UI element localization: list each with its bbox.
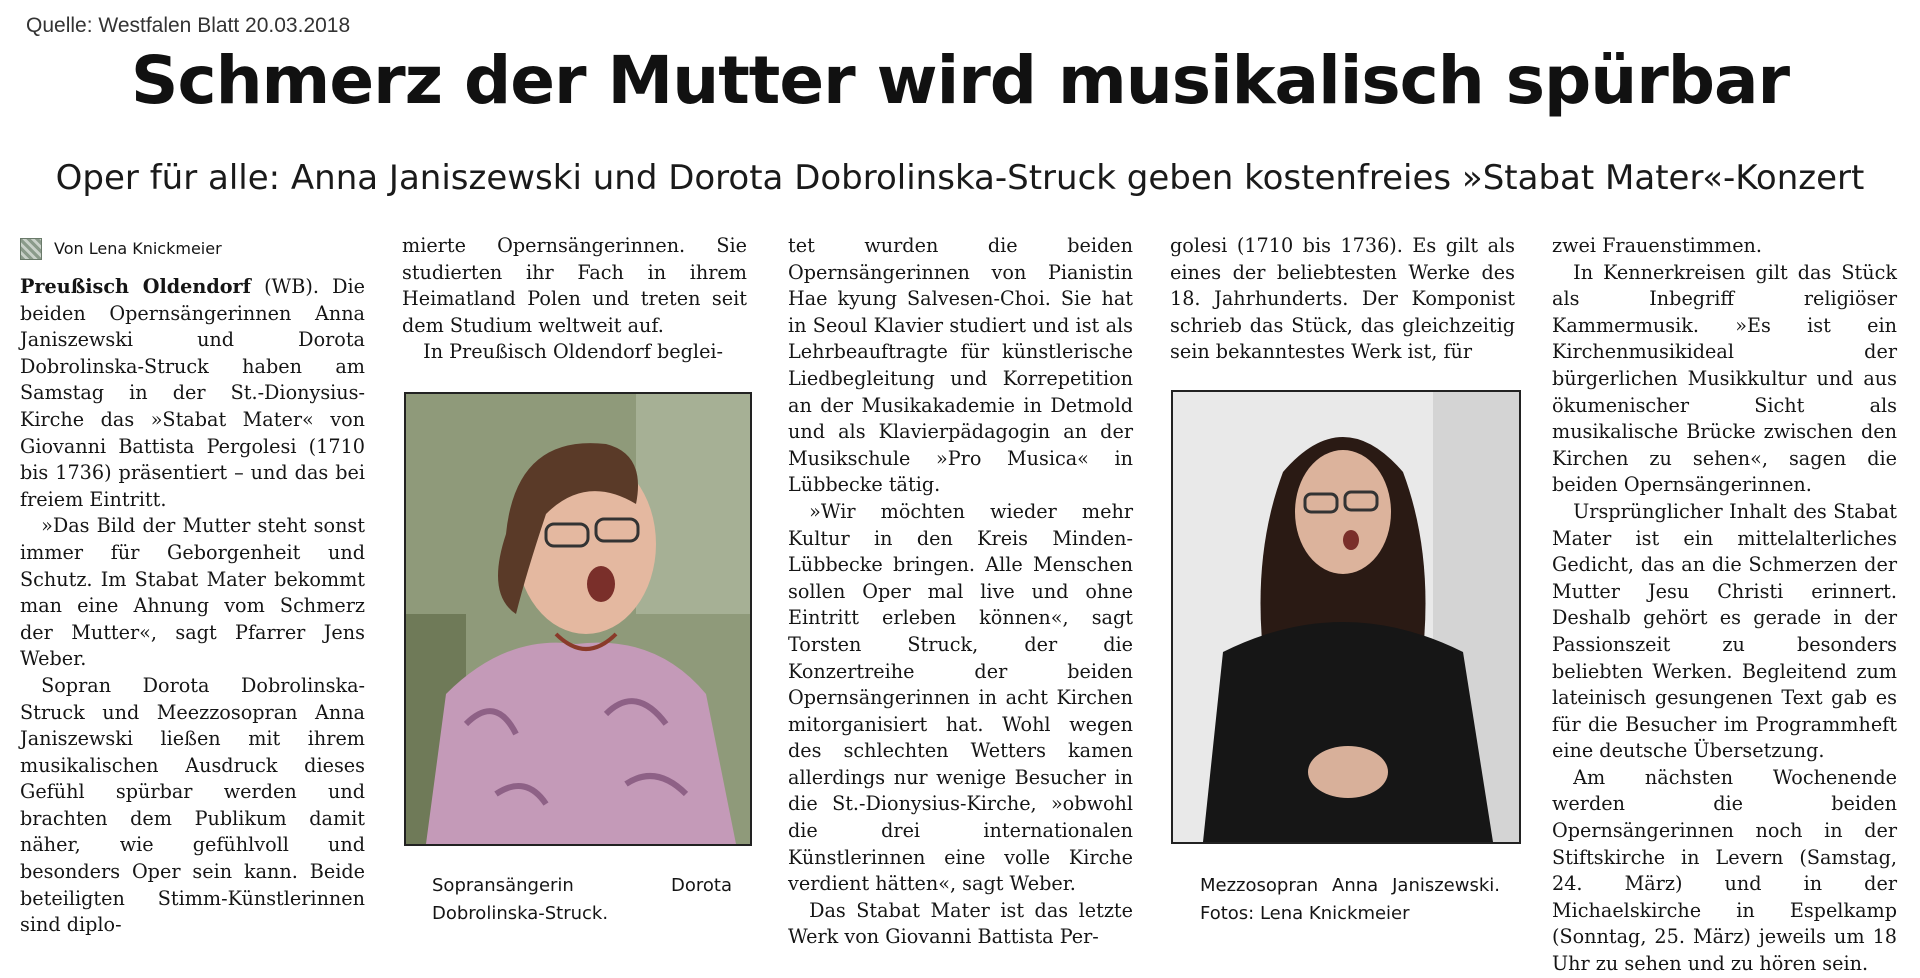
paragraph: golesi (1710 bis 1736). Es gilt als eines der beliebtesten Werke des 18. Jahrhunderts. Der Komponist schrieb das Stück, das gleichzeitig sein bekanntestes Werk ist, für [1170, 234, 1515, 364]
paragraph [20, 274, 365, 513]
article-column-5 [1552, 233, 1897, 976]
soprano-illustration [406, 394, 750, 844]
paragraph: In Preußisch Oldendorf beglei- [423, 340, 724, 364]
paragraph: tet wurden die beiden Opernsängerinnen von Pianistin Hae kyung Salvesen-Choi. Sie hat in Seoul Klavier studiert und ist als Lehrbeauftragte für künstlerische Liedbegleitung und Korrepetition an der Musikakademie in Detmold und als Klavierpädagogin an der Musikschule »Pro Musica« in Lübbecke tätig. [788, 234, 1133, 497]
paragraph: In Kennerkreisen gilt das Stück als Inbegriff religiöser Kammermusik. »Es ist ein Kirchenmusikideal der bürgerlichen Musikkultur und aus ökumenischer Sicht als musikalische Brücke zwischen den Kirchen zu sehen«, sagen die beiden Opernsängerinnen. [1552, 260, 1897, 497]
dateline-place: Preußisch Oldendorf [20, 275, 251, 298]
paragraph: Sopran Dorota Dobrolinska-Struck und Meezzosopran Anna Janiszewski ließen mit ihrem musikalischen Ausdruck dieses Gefühl spürbar werden und brachten dem Publikum damit näher, wie gefühlvoll und besonders Oper sein kann. Beide beteiligten Stimm-Künstlerinnen sind diplo- [20, 673, 365, 937]
article-column-3 [788, 233, 1133, 949]
byline-text: Von Lena Knickmeier [54, 239, 222, 258]
paragraph: Das Stabat Mater ist das letzte Werk von Giovanni Battista Per- [788, 898, 1133, 949]
paragraph: zwei Frauenstimmen. [1552, 234, 1763, 257]
paragraph: »Wir möchten wieder mehr Kultur in den Kreis Minden-Lübbecke bringen. Alle Menschen sollen Oper mal live und ohne Eintritt erleben können«, sagt Torsten Struck, der die Konzertreihe der beiden Opernsängerinnen in acht Kirchen mitorganisiert hat. Wohl wegen des schlechten Wetters kamen allerdings nur wenige Besucher in die St.-Dionysius-Kirche, »obwohl die drei internationalen Künstlerinnen eine volle Kirche verdient hätten«, sagt Weber. [788, 499, 1133, 896]
author-photo-icon [20, 238, 42, 260]
photo-soprano [404, 392, 752, 846]
headline: Schmerz der Mutter wird musikalisch spürbar [130, 42, 1790, 119]
caption-right: Mezzosopran Anna Janiszewski. Fotos: Lena Knickmeier [1200, 875, 1500, 924]
mezzosoprano-illustration [1173, 392, 1519, 842]
subheadline: Oper für alle: Anna Janiszewski und Dorota Dobrolinska-Struck geben kostenfreies »Stabat Mater«-Konzert [55, 158, 1865, 198]
paragraph: Am nächsten Wochenende werden die beiden Opernsängerinnen noch in der Stiftskirche in Levern (Samstag, 24. März) und in der Michaelskirche in Espelkamp (Sonntag, 25. März) jeweils um 18 Uhr zu sehen und zu hören sein. [1552, 765, 1897, 976]
article-column-1 [20, 233, 365, 937]
paragraph: Ursprünglicher Inhalt des Stabat Mater ist ein mittelalterliches Gedicht, das an die Schmerzen der Mutter Jesu Christi erinnert. Deshalb gehört es gerade in der Passionszeit zu besonders beliebten Werken. Begleitend zum lateinisch gesungenen Text gab es für die Besucher im Programmheft eine deutsche Übersetzung. [1552, 499, 1897, 763]
paragraph: »Das Bild der Mutter steht sonst immer für Geborgenheit und Schutz. Im Stabat Mater bekommt man eine Ahnung vom Schmerz der Mutter«, sagt Pfarrer Jens Weber. [20, 514, 365, 671]
byline [20, 238, 365, 260]
paragraph: mierte Opernsängerinnen. Sie studierten ihr Fach in ihrem Heimatland Polen und treten seit dem Studium weltweit auf. [402, 234, 747, 337]
article-column-2 [402, 233, 747, 393]
caption-left: Sopransängerin Dorota Dobrolinska-Struck. [432, 875, 732, 924]
article-column-4 [1170, 233, 1515, 373]
photo-mezzosoprano [1171, 390, 1521, 844]
source-line: Quelle: Westfalen Blatt 20.03.2018 [26, 14, 351, 37]
paragraph-text: (WB). Die beiden Opernsängerinnen Anna Janiszewski und Dorota Dobrolinska-Struck haben am Samstag in der St.-Dionysius-Kirche das »Stabat Mater« von Giovanni Battista Pergolesi (1710 bis 1736) präsentiert – und das bei freiem Eintritt. [20, 275, 365, 511]
